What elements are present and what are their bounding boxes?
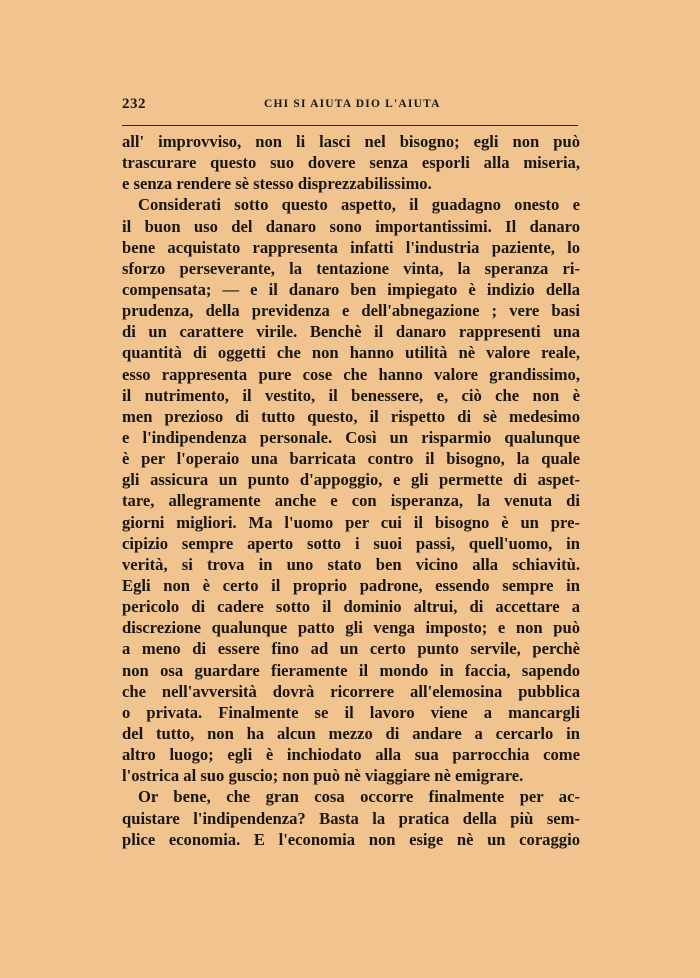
running-head: CHI SI AIUTA DIO L'AIUTA: [264, 98, 441, 110]
text-line: e senza rendere sè stesso disprezzabilissimo.: [122, 174, 432, 194]
text-line: o privata. Finalmente se il lavoro viene a mancargli: [122, 702, 580, 722]
text-line: il nutrimento, il vestito, il benessere, e, ciò che non è: [122, 385, 580, 405]
book-page: [122, 96, 580, 850]
text-line: Considerati sotto questo aspetto, il guadagno onesto e: [138, 195, 580, 215]
text-line: è per l'operaio una barricata contro il bisogno, la quale: [122, 449, 580, 469]
body-text: [122, 131, 580, 850]
text-line: tare, allegramente anche e con isperanza, la venuta di: [122, 491, 580, 511]
text-line: non osa guardare fieramente il mondo in faccia, sapendo: [122, 660, 580, 680]
text-line: di un carattere virile. Benchè il danaro rappresenti una: [122, 322, 580, 342]
text-line: e l'indipendenza personale. Così un risparmio qualunque: [122, 427, 580, 447]
text-line: Or bene, che gran cosa occorre finalmente per ac-: [138, 787, 580, 807]
text-line: esso rappresenta pure cose che hanno valore grandissimo,: [122, 364, 580, 384]
text-line: discrezione qualunque patto gli venga imposto; e non può: [122, 618, 580, 638]
text-line: gli assicura un punto d'appoggio, e gli permette di aspet-: [122, 470, 580, 490]
text-line: pericolo di cadere sotto il dominio altrui, di accettare a: [122, 597, 580, 617]
text-line: a meno di essere fino ad un certo punto servile, perchè: [122, 639, 580, 659]
text-line: del tutto, non ha alcun mezzo di andare a cercarlo in: [122, 723, 580, 743]
text-line: plice economia. E l'economia non esige nè un coraggio: [122, 829, 580, 849]
text-line: Egli non è certo il proprio padrone, essendo sempre in: [122, 575, 580, 595]
text-line: giorni migliori. Ma l'uomo per cui il bisogno è un pre-: [122, 512, 580, 532]
text-line: che nell'avversità dovrà ricorrere all'elemosina pubblica: [122, 681, 580, 701]
text-line: il buon uso del danaro sono importantissimi. Il danaro: [122, 216, 580, 236]
text-line: altro luogo; egli è inchiodato alla sua parrocchia come: [122, 745, 580, 765]
text-line: l'ostrica al suo guscio; non può nè viaggiare nè emigrare.: [122, 766, 524, 786]
text-line: compensata; — e il danaro ben impiegato è indizio della: [122, 279, 580, 299]
text-line: men prezioso di tutto questo, il rispetto di sè medesimo: [122, 406, 580, 426]
text-line: bene acquistato rappresenta infatti l'industria paziente, lo: [122, 237, 580, 257]
header-rule: [122, 125, 578, 126]
text-line: quantità di oggetti che non hanno utilità nè valore reale,: [122, 343, 580, 363]
text-line: quistare l'indipendenza? Basta la pratica della più sem-: [122, 808, 580, 828]
text-line: all' improvviso, non li lasci nel bisogno; egli non può: [122, 132, 580, 151]
page-number: 232: [122, 96, 146, 112]
text-line: verità, si trova in uno stato ben vicino alla schiavitù.: [122, 554, 580, 574]
text-line: trascurare questo suo dovere senza esporli alla miseria,: [122, 153, 580, 173]
text-line: prudenza, della previdenza e dell'abnegazione ; vere basi: [122, 301, 580, 321]
text-line: cipizio sempre aperto sotto i suoi passi, quell'uomo, in: [122, 533, 580, 553]
text-line: sforzo perseverante, la tentazione vinta, la speranza ri-: [122, 258, 580, 278]
page-header: [122, 96, 580, 116]
